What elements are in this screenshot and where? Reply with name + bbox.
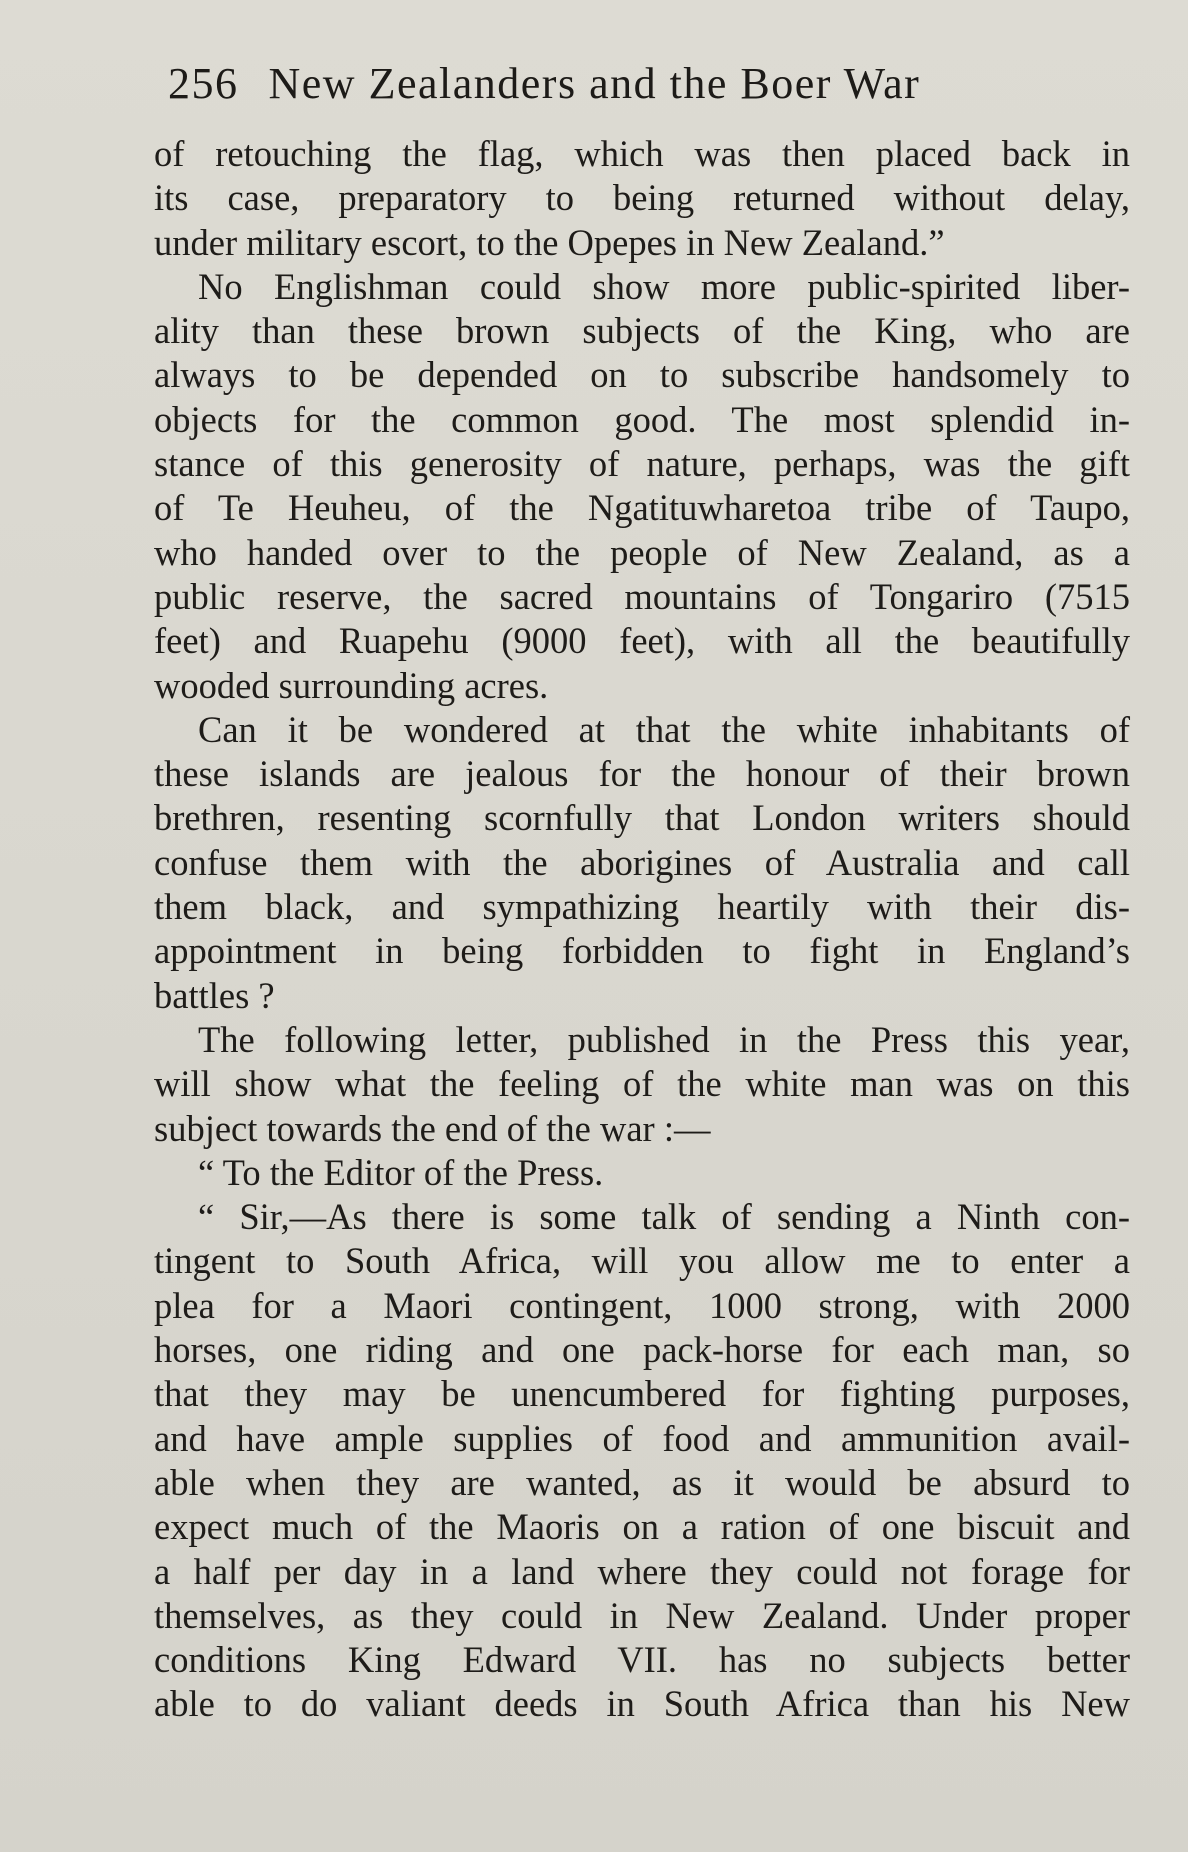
text-line: will show what the feeling of the white man was on this	[154, 1063, 1130, 1105]
text-line: objects for the common good. The most splendid in-	[154, 398, 1130, 440]
text-line: always to be depended on to subscribe handsomely to	[154, 354, 1130, 396]
text-line: confuse them with the aborigines of Australia and call	[154, 841, 1130, 883]
text-line: of retouching the flag, which was then placed back in	[154, 133, 1130, 174]
text-line: appointment in being forbidden to fight in England’s	[154, 930, 1130, 972]
running-header	[168, 58, 1088, 118]
text-line: Can it be wondered at that the white inhabitants of	[198, 708, 1130, 750]
text-line: plea for a Maori contingent, 1000 strong, with 2000	[154, 1284, 1130, 1326]
running-title: New Zealanders and the Boer War	[268, 59, 921, 108]
page-number: 256	[168, 59, 239, 108]
text-line: battles ?	[154, 974, 275, 1016]
text-line: subject towards the end of the war :—	[154, 1107, 711, 1149]
text-line: horses, one riding and one pack-horse for each man, so	[154, 1329, 1130, 1371]
text-line: ality than these brown subjects of the King, who are	[154, 310, 1130, 352]
text-line: wooded surrounding acres.	[154, 664, 549, 706]
text-line: expect much of the Maoris on a ration of one biscuit and	[154, 1506, 1130, 1548]
text-line: under military escort, to the Opepes in New Zealand.”	[154, 221, 945, 263]
text-line: and have ample supplies of food and ammunition avail-	[154, 1417, 1130, 1459]
text-line: them black, and sympathizing heartily with their dis-	[154, 886, 1130, 928]
text-line: The following letter, published in the Press this year,	[198, 1018, 1130, 1060]
text-line: “ Sir,—As there is some talk of sending a Ninth con-	[198, 1196, 1130, 1238]
text-line: conditions King Edward VII. has no subjects better	[154, 1639, 1130, 1681]
text-line: who handed over to the people of New Zealand, as a	[154, 531, 1130, 573]
text-line: able when they are wanted, as it would be absurd to	[154, 1461, 1130, 1503]
text-line: that they may be unencumbered for fighting purposes,	[154, 1373, 1130, 1415]
text-line: stance of this generosity of nature, perhaps, was the gift	[154, 443, 1130, 485]
body-text	[154, 132, 1130, 1727]
text-line: of Te Heuheu, of the Ngatituwharetoa tribe of Taupo,	[154, 487, 1130, 529]
text-line: brethren, resenting scornfully that London writers should	[154, 797, 1130, 839]
text-line: these islands are jealous for the honour of their brown	[154, 753, 1130, 795]
text-line: “ To the Editor of the Press.	[198, 1151, 604, 1193]
text-line: tingent to South Africa, will you allow me to enter a	[154, 1240, 1130, 1282]
text-line: public reserve, the sacred mountains of Tongariro (7515	[154, 575, 1130, 617]
text-line: its case, preparatory to being returned without delay,	[154, 177, 1130, 219]
text-line: feet) and Ruapehu (9000 feet), with all the beautifully	[154, 620, 1130, 662]
text-line: themselves, as they could in New Zealand. Under proper	[154, 1594, 1130, 1636]
text-line: a half per day in a land where they could not forage for	[154, 1550, 1130, 1592]
text-line: No Englishman could show more public-spirited liber-	[198, 265, 1130, 307]
text-line: able to do valiant deeds in South Africa than his New	[154, 1683, 1130, 1725]
